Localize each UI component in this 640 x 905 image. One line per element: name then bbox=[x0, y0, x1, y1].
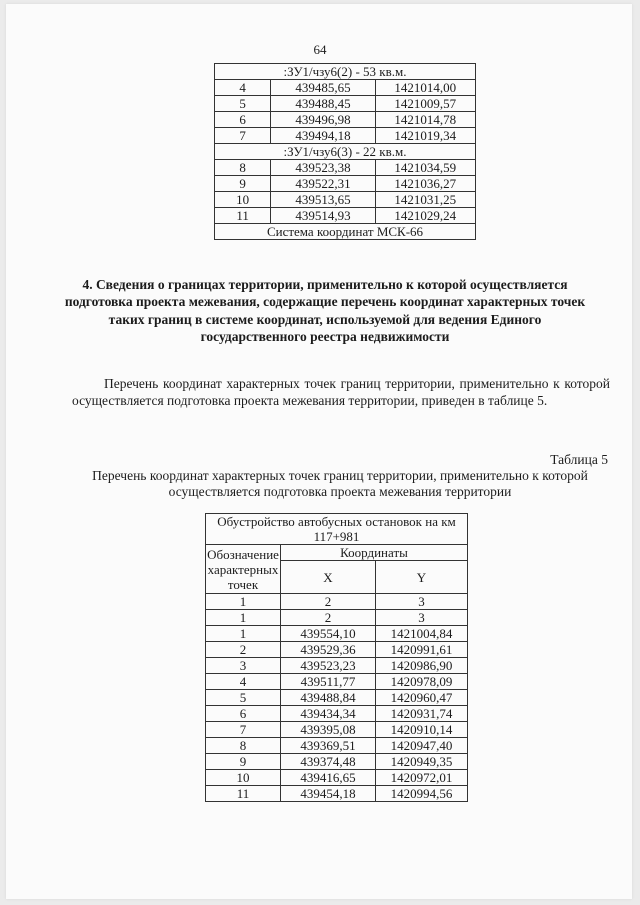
point-number: 10 bbox=[206, 770, 281, 786]
x-coordinate: 439496,98 bbox=[271, 112, 375, 128]
x-coordinate: 439369,51 bbox=[281, 738, 376, 754]
index-cell: 2 bbox=[281, 610, 376, 626]
x-coordinate: 439522,31 bbox=[271, 176, 375, 192]
x-coordinate: 439529,36 bbox=[281, 642, 376, 658]
x-coordinate: 439416,65 bbox=[281, 770, 376, 786]
table-footer-row bbox=[215, 224, 476, 240]
point-number: 9 bbox=[215, 176, 271, 192]
table-row bbox=[215, 80, 476, 96]
table-title-row bbox=[206, 514, 468, 545]
table-row bbox=[206, 706, 468, 722]
body-paragraph: Перечень координат характерных точек границ территории, применительно к которой осуществляется подготовка проекта межевания территории, приведен в таблице 5. bbox=[72, 376, 610, 408]
point-number: 4 bbox=[206, 674, 281, 690]
table-row bbox=[215, 208, 476, 224]
table-row bbox=[215, 160, 476, 176]
point-number: 7 bbox=[215, 128, 271, 144]
y-coordinate: 1420931,74 bbox=[376, 706, 468, 722]
table-row bbox=[215, 112, 476, 128]
y-coordinate: 1420972,01 bbox=[376, 770, 468, 786]
point-number: 11 bbox=[206, 786, 281, 802]
table-row bbox=[215, 96, 476, 112]
y-coordinate: 1421031,25 bbox=[375, 192, 475, 208]
y-coordinate: 1420991,61 bbox=[376, 642, 468, 658]
table-row bbox=[206, 738, 468, 754]
point-number: 3 bbox=[206, 658, 281, 674]
point-number: 5 bbox=[206, 690, 281, 706]
y-coordinate: 1421004,84 bbox=[376, 626, 468, 642]
group-title: :ЗУ1/чзу6(2) - 53 кв.м. bbox=[215, 64, 476, 80]
x-coordinate: 439434,34 bbox=[281, 706, 376, 722]
point-number: 8 bbox=[206, 738, 281, 754]
index-cell: 3 bbox=[376, 610, 468, 626]
table-label: Таблица 5 bbox=[550, 452, 608, 467]
table-row bbox=[206, 674, 468, 690]
index-cell: 2 bbox=[281, 594, 376, 610]
table-caption: Перечень координат характерных точек границ территории, применительно к которой осуществляется подготовка проекта межевания территории bbox=[92, 468, 588, 499]
y-coordinate: 1421034,59 bbox=[375, 160, 475, 176]
index-cell: 1 bbox=[206, 610, 281, 626]
point-number: 4 bbox=[215, 80, 271, 96]
x-coordinate: 439514,93 bbox=[271, 208, 375, 224]
table-row bbox=[206, 626, 468, 642]
table-row bbox=[206, 642, 468, 658]
y-coordinate: 1420994,56 bbox=[376, 786, 468, 802]
group-title-row bbox=[215, 64, 476, 80]
x-coordinate: 439395,08 bbox=[281, 722, 376, 738]
point-number: 9 bbox=[206, 754, 281, 770]
table-row bbox=[206, 786, 468, 802]
point-number: 1 bbox=[206, 626, 281, 642]
y-coordinate: 1421014,00 bbox=[375, 80, 475, 96]
table-row bbox=[206, 754, 468, 770]
x-coordinate: 439488,84 bbox=[281, 690, 376, 706]
x-coordinate: 439374,48 bbox=[281, 754, 376, 770]
x-coordinate: 439511,77 bbox=[281, 674, 376, 690]
x-coordinate: 439513,65 bbox=[271, 192, 375, 208]
table-row bbox=[206, 722, 468, 738]
coordinate-system-label: Система координат МСК-66 bbox=[215, 224, 476, 240]
y-coordinate: 1421014,78 bbox=[375, 112, 475, 128]
point-number: 6 bbox=[215, 112, 271, 128]
point-column-header: Обозначение характерных точек bbox=[207, 546, 279, 592]
x-coordinate: 439454,18 bbox=[281, 786, 376, 802]
index-cell: 1 bbox=[206, 594, 281, 610]
x-coordinate: 439554,10 bbox=[281, 626, 376, 642]
table-row bbox=[206, 658, 468, 674]
x-coordinate: 439523,23 bbox=[281, 658, 376, 674]
y-coordinate: 1420949,35 bbox=[376, 754, 468, 770]
point-number: 5 bbox=[215, 96, 271, 112]
point-number: 11 bbox=[215, 208, 271, 224]
coordinates-column-header: Координаты bbox=[281, 545, 468, 561]
table-row bbox=[215, 176, 476, 192]
table-row bbox=[206, 690, 468, 706]
index-row bbox=[206, 610, 468, 626]
group-title-row bbox=[215, 144, 476, 160]
header-row bbox=[206, 545, 468, 561]
y-column-header: Y bbox=[376, 561, 468, 594]
index-cell: 3 bbox=[376, 594, 468, 610]
y-coordinate: 1420978,09 bbox=[376, 674, 468, 690]
table-title: Обустройство автобусных остановок на км 117+981 bbox=[206, 514, 468, 545]
coordinates-table-top bbox=[214, 63, 476, 240]
y-coordinate: 1421009,57 bbox=[375, 96, 475, 112]
point-number: 6 bbox=[206, 706, 281, 722]
y-coordinate: 1421036,27 bbox=[375, 176, 475, 192]
index-row bbox=[206, 594, 468, 610]
table-row bbox=[215, 128, 476, 144]
table-row bbox=[215, 192, 476, 208]
group-title: :ЗУ1/чзу6(3) - 22 кв.м. bbox=[215, 144, 476, 160]
point-number: 2 bbox=[206, 642, 281, 658]
point-number: 10 bbox=[215, 192, 271, 208]
y-coordinate: 1421029,24 bbox=[375, 208, 475, 224]
section-heading: 4. Сведения о границах территории, применительно к которой осуществляется подготовка проекта межевания, содержащие перечень координат характерных точек таких границ в системе координат, используемой для ведения Единого государственного реестра недвижимости bbox=[64, 277, 586, 345]
y-coordinate: 1420947,40 bbox=[376, 738, 468, 754]
x-coordinate: 439488,45 bbox=[271, 96, 375, 112]
point-number: 7 bbox=[206, 722, 281, 738]
y-coordinate: 1420986,90 bbox=[376, 658, 468, 674]
x-column-header: X bbox=[281, 561, 376, 594]
x-coordinate: 439485,65 bbox=[271, 80, 375, 96]
point-number: 8 bbox=[215, 160, 271, 176]
y-coordinate: 1420960,47 bbox=[376, 690, 468, 706]
table-row bbox=[206, 770, 468, 786]
coordinates-table-5 bbox=[205, 513, 468, 802]
y-coordinate: 1421019,34 bbox=[375, 128, 475, 144]
x-coordinate: 439523,38 bbox=[271, 160, 375, 176]
x-coordinate: 439494,18 bbox=[271, 128, 375, 144]
y-coordinate: 1420910,14 bbox=[376, 722, 468, 738]
page-number: 64 bbox=[313, 42, 327, 57]
